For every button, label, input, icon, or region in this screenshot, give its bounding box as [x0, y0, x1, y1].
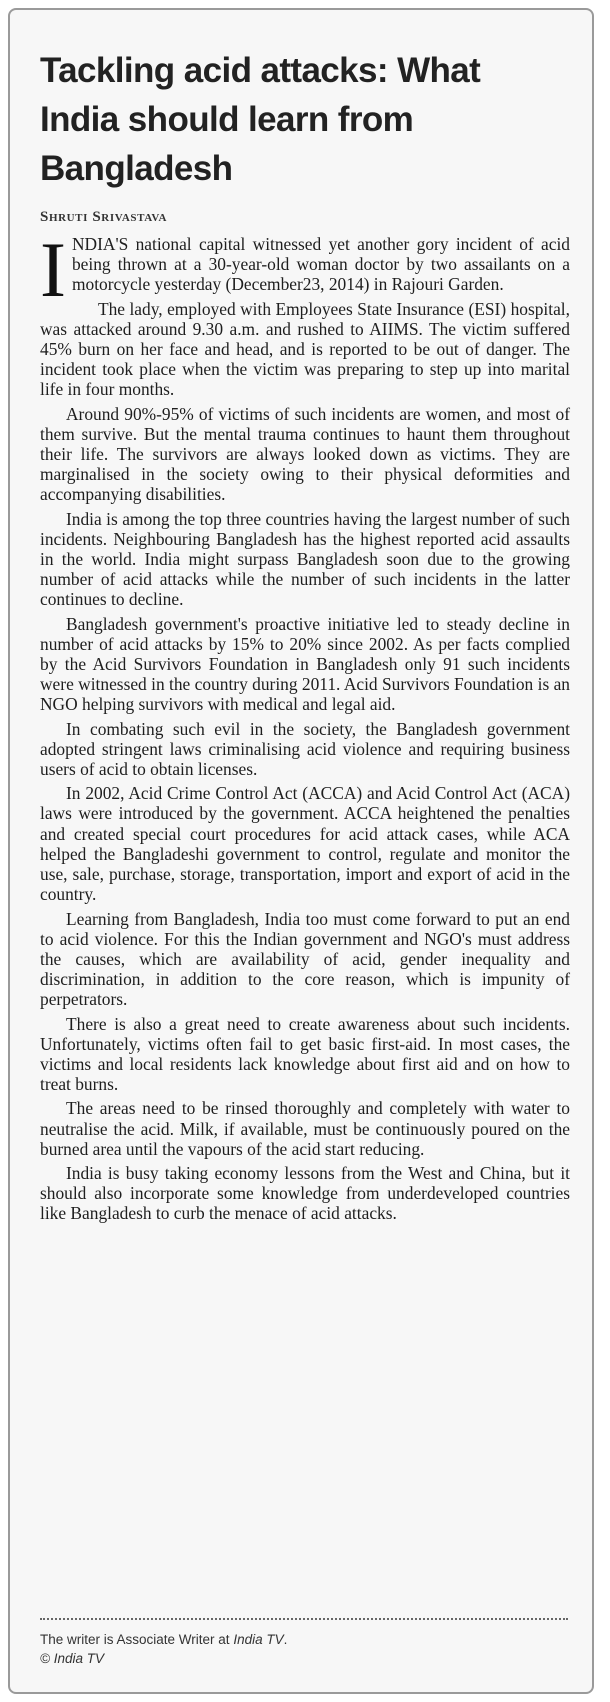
article-paragraph: India is among the top three countries having the largest number of such incidents. Neighbouring Bangladesh has the highest reported acid assaults in the world. India might surpass Bangladesh soon due to the growing number of acid attacks while the number of such incidents in the latter continues to decline.	[40, 508, 570, 610]
article-headline: Tackling acid attacks: What India should learn from Bangladesh	[40, 51, 481, 188]
newspaper-clipping	[8, 8, 594, 1694]
article-paragraph: The lady, employed with Employees State Insurance (ESI) hospital, was attacked around 9.30 a.m. and rushed to AIIMS. The victim suffered 45% burn on her face and head, and is reported to be out of danger. The incident took place when the victim was preparing to step up into marital life in four months.	[40, 298, 570, 400]
article-paragraph: In 2002, Acid Crime Control Act (ACCA) and Acid Control Act (ACA) laws were introduced by the government. ACCA heightened the penalties and created special court procedures for acid attack cases, while ACA helped the Bangladeshi government to control, regulate and monitor the use, sale, purchase, storage, transportation, import and export of acid in the country.	[40, 783, 570, 905]
article-byline: Shruti Srivastava	[40, 209, 168, 225]
article-paragraph: There is also a great need to create awareness about such incidents. Unfortunately, victims often fail to get basic first-aid. In most cases, the victims and local residents lack knowledge about first aid and on how to treat burns.	[40, 1013, 570, 1095]
article-paragraph: The areas need to be rinsed thoroughly and completely with water to neutralise the acid. Milk, if available, must be continuously poured on the burned area until the vapours of the acid start reducing.	[40, 1098, 570, 1159]
copyright-notice: © India TV	[40, 1651, 104, 1666]
article-paragraph: Learning from Bangladesh, India too must come forward to put an end to acid violence. For this the Indian government and NGO's must address the causes, which are availability of acid, gender inequality and discrimination, in addition to the core reason, which is impunity of perpetrators.	[40, 908, 570, 1010]
article-footer	[40, 1630, 287, 1668]
article-paragraph: India is busy taking economy lessons from the West and China, but it should also incorporate some knowledge from underdeveloped countries like Bangladesh to curb the menace of acid attacks.	[40, 1162, 570, 1224]
writer-credit: The writer is Associate Writer at India TV.	[40, 1632, 288, 1647]
article-paragraph: Around 90%-95% of victims of such incidents are women, and most of them survive. But the mental trauma continues to haunt them throughout their life. The survivors are always looked down as victims. They are marginalised in the society owing to their physical deformities and accompanying disabilities.	[40, 403, 570, 505]
dotted-divider	[40, 1618, 568, 1620]
article-paragraph: INDIA'S national capital witnessed yet another gory incident of acid being thrown at a 30-year-old woman doctor by two assailants on a motorcycle yesterday (December23, 2014) in Rajouri Garden.	[40, 226, 570, 313]
article-body	[40, 226, 570, 1224]
article-paragraph: Bangladesh government's proactive initiative led to steady decline in number of acid attacks by 15% to 20% since 2002. As per facts complied by the Acid Survivors Foundation in Bangladesh only 91 such incidents were witnessed in the country during 2011. Acid Survivors Foundation is an NGO helping survivors with medical and legal aid.	[40, 613, 570, 715]
drop-cap: I	[40, 226, 66, 313]
writer-outlet: India TV	[233, 1632, 284, 1647]
article-paragraph: In combating such evil in the society, the Bangladesh government adopted stringent laws criminalising acid violence and requiring business users of acid to obtain licenses.	[40, 718, 570, 780]
